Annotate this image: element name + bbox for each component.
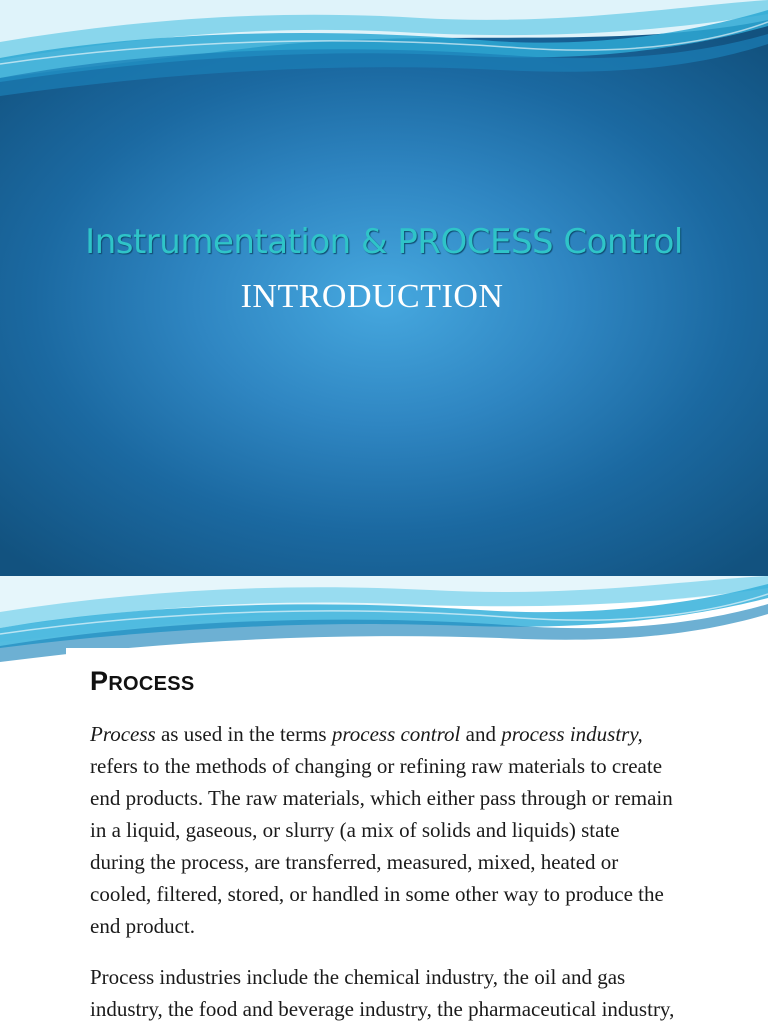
content-slide — [0, 576, 768, 1024]
paragraph — [90, 961, 696, 1024]
paragraph-line — [90, 782, 696, 814]
heading-initial: P — [90, 666, 109, 696]
text-run: cooled, filtered, stored, or handled in some other way to produce the — [90, 882, 664, 906]
paragraph-line — [90, 961, 696, 993]
paragraph-line — [90, 846, 696, 878]
text-run: end products. The raw materials, which either pass through or remain — [90, 786, 673, 810]
text-run: as used in the terms — [155, 722, 332, 746]
italic-text: process control — [331, 722, 461, 746]
content-image — [66, 648, 706, 1024]
section-heading — [90, 666, 195, 697]
paragraph-line — [90, 993, 696, 1024]
text-run: and — [460, 722, 502, 746]
slide-title: Instrumentation & PROCESS Control — [85, 222, 683, 262]
heading-rest: ROCESS — [108, 673, 195, 695]
paragraph-line — [90, 910, 696, 942]
text-run: in a liquid, gaseous, or slurry (a mix of solids and liquids) state — [90, 818, 620, 842]
text-run: end product. — [90, 914, 195, 938]
decorative-wave-top — [0, 0, 768, 110]
italic-text: process industry, — [501, 722, 643, 746]
italic-text: Process — [90, 722, 156, 746]
paragraph-line — [90, 814, 696, 846]
paragraph-line — [90, 718, 696, 750]
text-run: Process industries include the chemical industry, the oil and gas — [90, 965, 626, 989]
text-run: refers to the methods of changing or refining raw materials to create — [90, 754, 663, 778]
text-run: during the process, are transferred, measured, mixed, heated or — [90, 850, 619, 874]
text-run: industry, the food and beverage industry, the pharmaceutical industry, — [90, 997, 675, 1021]
paragraph-line — [90, 750, 696, 782]
paragraph — [90, 718, 696, 942]
slide-subtitle: INTRODUCTION — [240, 278, 504, 315]
paragraph-line — [90, 878, 696, 910]
